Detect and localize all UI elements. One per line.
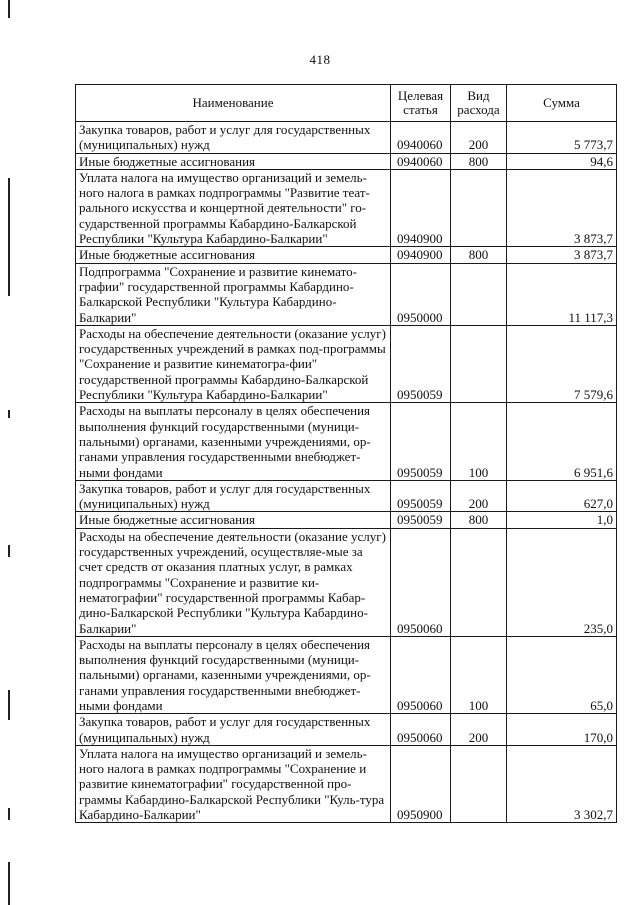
cell-sum: 11 117,3 xyxy=(507,263,617,325)
header-sum: Сумма xyxy=(507,85,617,122)
table-row xyxy=(76,169,617,246)
cell-expense-kind xyxy=(451,528,507,636)
cell-name: Закупка товаров, работ и услуг для государственных (муниципальных) нужд xyxy=(76,714,391,746)
cell-sum: 235,0 xyxy=(507,528,617,636)
table-row xyxy=(76,480,617,512)
scan-artifact-mark xyxy=(8,862,10,905)
cell-sum: 94,6 xyxy=(507,153,617,169)
table-row xyxy=(76,512,617,528)
cell-expense-kind: 800 xyxy=(451,247,507,263)
cell-target-article: 0940900 xyxy=(391,169,451,246)
cell-sum: 1,0 xyxy=(507,512,617,528)
scan-artifact-mark xyxy=(8,545,10,557)
cell-sum: 3 873,7 xyxy=(507,169,617,246)
cell-target-article: 0950059 xyxy=(391,512,451,528)
page-number: 418 xyxy=(309,52,331,67)
cell-name: Иные бюджетные ассигнования xyxy=(76,247,391,263)
cell-target-article: 0950060 xyxy=(391,714,451,746)
cell-target-article: 0950000 xyxy=(391,263,451,325)
cell-expense-kind: 800 xyxy=(451,512,507,528)
header-kind-line1: Вид xyxy=(467,88,490,103)
table-row xyxy=(76,528,617,636)
table-row xyxy=(76,153,617,169)
budget-allocation-table xyxy=(75,84,617,823)
cell-name: Расходы на обеспечение деятельности (оказание услуг) государственных учреждений в рамках под-программы "Сохранение и развитие кинематогра-фии" государственной программы Кабардино-Балкарской Республики "Культура Кабардино-Балкарии" xyxy=(76,325,391,402)
cell-name: Иные бюджетные ассигнования xyxy=(76,512,391,528)
cell-target-article: 0950060 xyxy=(391,636,451,713)
cell-name: Уплата налога на имущество организаций и земель-ного налога в рамках подпрограммы "Сохранение и развитие кинематографии" государственной про-граммы Кабардино-Балкарской Республики "Куль-тура Кабардино-Балкарии" xyxy=(76,745,391,822)
header-target-line2: статья xyxy=(403,102,438,117)
table-row xyxy=(76,263,617,325)
cell-sum: 170,0 xyxy=(507,714,617,746)
cell-expense-kind: 100 xyxy=(451,403,507,480)
table-row xyxy=(76,403,617,480)
cell-expense-kind: 200 xyxy=(451,480,507,512)
cell-sum: 627,0 xyxy=(507,480,617,512)
cell-target-article: 0940060 xyxy=(391,153,451,169)
scan-artifact-mark xyxy=(8,690,10,720)
table-row xyxy=(76,325,617,402)
cell-expense-kind xyxy=(451,169,507,246)
table-header-row xyxy=(76,85,617,122)
header-kind-line2: расхода xyxy=(457,102,500,117)
cell-name: Расходы на обеспечение деятельности (оказание услуг) государственных учреждений, осуществляе-мые за счет средств от оказания платных услуг, в рамках подпрограммы "Сохранение и развитие ки-нематографии" государственной программы Кабар-дино-Балкарской Республики "Культура Кабардино-Балкарии" xyxy=(76,528,391,636)
header-target-article xyxy=(391,85,451,122)
table-row xyxy=(76,714,617,746)
scan-artifact-mark xyxy=(8,178,10,296)
cell-sum: 6 951,6 xyxy=(507,403,617,480)
cell-sum: 7 579,6 xyxy=(507,325,617,402)
cell-sum: 3 302,7 xyxy=(507,745,617,822)
table-row xyxy=(76,745,617,822)
cell-expense-kind: 200 xyxy=(451,122,507,154)
cell-name: Расходы на выплаты персоналу в целях обеспечения выполнения функций государственными (муници-пальными) органами, казенными учреждениями, ор-ганами управления государственными внебюджет-ными фондами xyxy=(76,403,391,480)
cell-expense-kind xyxy=(451,745,507,822)
cell-target-article: 0950900 xyxy=(391,745,451,822)
cell-name: Подпрограмма "Сохранение и развитие кинемато-графии" государственной программы Кабардино-Балкарской Республики "Культура Кабардино-Балкарии" xyxy=(76,263,391,325)
cell-name: Закупка товаров, работ и услуг для государственных (муниципальных) нужд xyxy=(76,122,391,154)
cell-expense-kind: 800 xyxy=(451,153,507,169)
header-expense-kind xyxy=(451,85,507,122)
scan-artifact-mark xyxy=(8,808,10,820)
header-name: Наименование xyxy=(76,85,391,122)
scan-artifact-mark xyxy=(8,410,10,418)
cell-name: Закупка товаров, работ и услуг для государственных (муниципальных) нужд xyxy=(76,480,391,512)
cell-target-article: 0940900 xyxy=(391,247,451,263)
cell-sum: 65,0 xyxy=(507,636,617,713)
cell-target-article: 0950059 xyxy=(391,325,451,402)
cell-expense-kind xyxy=(451,325,507,402)
table-row xyxy=(76,247,617,263)
cell-name: Иные бюджетные ассигнования xyxy=(76,153,391,169)
cell-name: Расходы на выплаты персоналу в целях обеспечения выполнения функций государственными (муници-пальными) органами, казенными учреждениями, ор-ганами управления государственными внебюджет-ными фондами xyxy=(76,636,391,713)
cell-expense-kind: 200 xyxy=(451,714,507,746)
table-row xyxy=(76,636,617,713)
cell-target-article: 0940060 xyxy=(391,122,451,154)
cell-name: Уплата налога на имущество организаций и земель-ного налога в рамках подпрограммы "Развитие теат-рального искусства и концертной деятельности" го-сударственной программы Кабардино-Балкарской Республики "Культура Кабардино-Балкарии" xyxy=(76,169,391,246)
cell-expense-kind xyxy=(451,263,507,325)
cell-sum: 3 873,7 xyxy=(507,247,617,263)
cell-sum: 5 773,7 xyxy=(507,122,617,154)
cell-target-article: 0950059 xyxy=(391,480,451,512)
scan-artifact-mark xyxy=(8,0,10,18)
header-target-line1: Целевая xyxy=(397,88,444,103)
cell-target-article: 0950060 xyxy=(391,528,451,636)
table-row xyxy=(76,122,617,154)
cell-target-article: 0950059 xyxy=(391,403,451,480)
table-body xyxy=(76,122,617,823)
cell-expense-kind: 100 xyxy=(451,636,507,713)
